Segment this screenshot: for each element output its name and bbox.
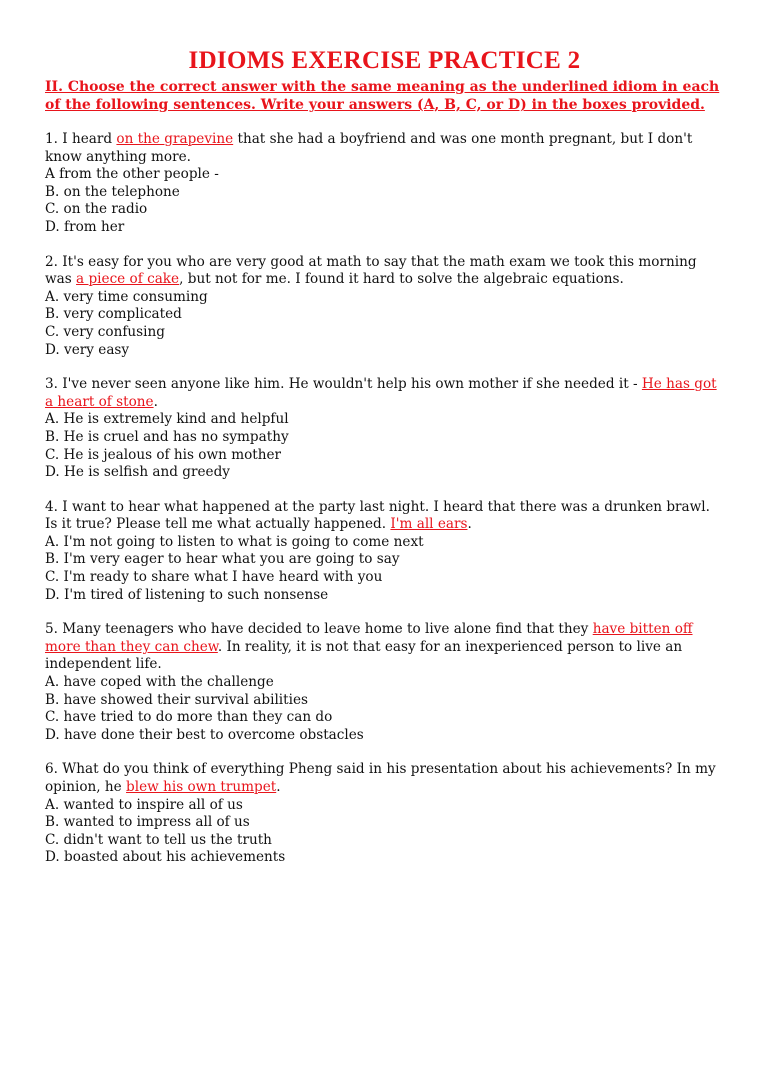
question-stem: [45, 131, 724, 166]
page-title: IDIOMS EXERCISE PRACTICE 2: [188, 47, 581, 74]
stem-text: 5. Many teenagers who have decided to leave home to live alone find that they: [45, 621, 593, 638]
answer-option: B. wanted to impress all of us: [45, 814, 250, 831]
underlined-idiom: on the grapevine: [116, 131, 234, 147]
question-stem: [45, 254, 724, 289]
stem-text: 1. I heard: [45, 131, 117, 147]
underlined-idiom: a piece of cake: [76, 271, 180, 288]
answer-option: B. I'm very eager to hear what you are going to say: [45, 551, 400, 568]
answer-option: A. I'm not going to listen to what is going to come next: [45, 533, 424, 550]
question-4: [45, 499, 724, 605]
question-5: [45, 621, 724, 744]
answer-option: D. boasted about his achievements: [45, 849, 286, 866]
answer-option: C. He is jealous of his own mother: [45, 446, 282, 463]
question-1: [45, 131, 724, 237]
answer-option: A. have coped with the challenge: [45, 674, 274, 691]
underlined-idiom: I'm all ears: [390, 516, 468, 533]
stem-text: that she had a boyfriend and was one month pregnant, but I don't know anything more.: [45, 131, 693, 165]
stem-text: .: [467, 516, 472, 533]
answer-option: D. He is selfish and greedy: [45, 464, 230, 481]
answer-option: A from the other people -: [45, 166, 219, 183]
answer-option: B. have showed their survival abilities: [45, 691, 308, 708]
underlined-idiom: have bitten off more than they can chew: [45, 621, 693, 655]
underlined-idiom: blew his own trumpet: [126, 779, 277, 795]
stem-text: . In reality, it is not that easy for an inexperienced person to live an independent life.: [45, 638, 683, 673]
stem-text: .: [153, 393, 158, 410]
stem-text: 6. What do you think of everything Pheng said in his presentation about his achievements? In my opinion, he: [45, 761, 716, 795]
underlined-idiom: He has got a heart of stone: [45, 376, 717, 410]
answer-option: A. very time consuming: [45, 288, 208, 305]
question-stem: [45, 499, 724, 534]
answer-option: C. on the radio: [45, 201, 148, 218]
stem-text: 3. I've never seen anyone like him. He wouldn't help his own mother if she needed it -: [45, 376, 642, 393]
answer-option: C. didn't want to tell us the truth: [45, 831, 272, 848]
question-6: [45, 761, 724, 867]
stem-text: , but not for me. I found it hard to solve the algebraic equations.: [179, 271, 624, 288]
question-stem: [45, 761, 724, 796]
answer-option: C. have tried to do more than they can do: [45, 709, 333, 726]
document-page: [0, 46, 768, 1070]
answer-option: A. wanted to inspire all of us: [45, 796, 243, 813]
answer-option: B. He is cruel and has no sympathy: [45, 428, 289, 445]
answer-option: A. He is extremely kind and helpful: [45, 411, 289, 428]
answer-option: D. very easy: [45, 341, 130, 358]
answer-option: B. very complicated: [45, 306, 182, 323]
answer-option: C. I'm ready to share what I have heard with you: [45, 569, 383, 586]
answer-option: D. have done their best to overcome obstacles: [45, 726, 364, 743]
stem-text: 2. It's easy for you who are very good at math to say that the math exam we took this morning was: [45, 253, 697, 288]
instructions: II. Choose the correct answer with the same meaning as the underlined idiom in each of the following sentences. Write your answers (A, B, C, or D) in the boxes provided.: [45, 79, 720, 113]
answer-option: C. very confusing: [45, 323, 165, 340]
answer-option: D. I'm tired of listening to such nonsense: [45, 586, 329, 603]
question-2: [45, 254, 724, 360]
question-stem: [45, 376, 724, 411]
stem-text: .: [276, 779, 281, 795]
stem-text: 4. I want to hear what happened at the party last night. I heard that there was a drunken brawl. Is it true? Please tell me what actually happened.: [45, 498, 710, 533]
answer-option: B. on the telephone: [45, 183, 180, 200]
question-stem: [45, 621, 724, 674]
question-3: [45, 376, 724, 482]
answer-option: D. from her: [45, 218, 125, 235]
